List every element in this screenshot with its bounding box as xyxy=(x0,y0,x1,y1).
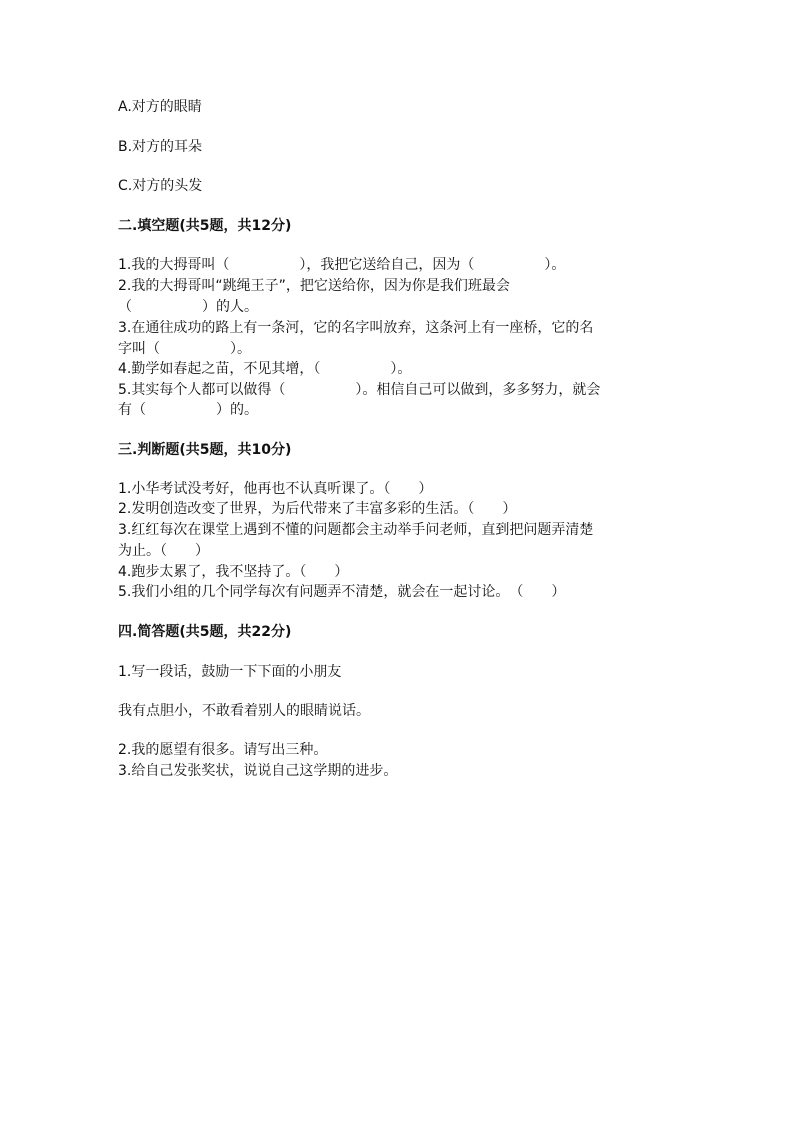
option-a: A.对方的眼睛 xyxy=(118,99,202,115)
fill-blank-line-6: 4.勤学如春起之苗，不见其增，（ ）。 xyxy=(118,361,412,377)
true-false-line-4: 为止。（ ） xyxy=(118,543,209,559)
option-c: C.对方的头发 xyxy=(118,178,203,194)
fill-blank-line-5: 字叫（ ）。 xyxy=(118,341,251,357)
fill-blank-line-3: （ ）的人。 xyxy=(118,299,258,315)
fill-blank-line-7: 5.其实每个人都可以做得（ ）。相信自己可以做到，多多努力，就会 xyxy=(118,382,601,398)
true-false-line-6: 5.我们小组的几个同学每次有问题弄不清楚，就会在一起讨论。 （ ） xyxy=(118,584,566,600)
option-b: B.对方的耳朵 xyxy=(118,139,203,155)
true-false-line-2: 2.发明创造改变了世界，为后代带来了丰富多彩的生活。（ ） xyxy=(118,501,517,517)
true-false-line-5: 4.跑步太累了，我不坚持了。（ ） xyxy=(118,564,349,580)
fill-blank-line-4: 3.在通往成功的路上有一条河，它的名字叫放弃，这条河上有一座桥，它的名 xyxy=(118,320,594,336)
short-answer-q1-quote: 我有点胆小，不敢看着别人的眼睛说话。 xyxy=(118,703,370,719)
fill-blank-line-2: 2.我的大拇哥叫“跳绳王子”，把它送给你，因为你是我们班最会 xyxy=(118,278,510,294)
section-heading-short-answer: 四.简答题(共5题，共22分) xyxy=(118,624,292,640)
section-heading-true-false: 三.判断题(共5题，共10分) xyxy=(118,442,292,458)
true-false-line-3: 3.红红每次在课堂上遇到不懂的问题都会主动举手问老师，直到把问题弄清楚 xyxy=(118,522,594,538)
section-heading-fill-blank: 二.填空题(共5题，共12分) xyxy=(118,218,292,234)
fill-blank-line-1: 1.我的大拇哥叫（ ），我把它送给自己，因为（ ）。 xyxy=(118,257,566,273)
true-false-line-1: 1.小华考试没考好，他再也不认真听课了。（ ） xyxy=(118,481,433,497)
short-answer-q1: 1.写一段话，鼓励一下下面的小朋友 xyxy=(118,664,342,680)
short-answer-q2: 2.我的愿望有很多。请写出三种。 xyxy=(118,742,328,758)
short-answer-q3: 3.给自己发张奖状，说说自己这学期的进步。 xyxy=(118,763,398,779)
fill-blank-line-8: 有（ ）的。 xyxy=(118,402,258,418)
